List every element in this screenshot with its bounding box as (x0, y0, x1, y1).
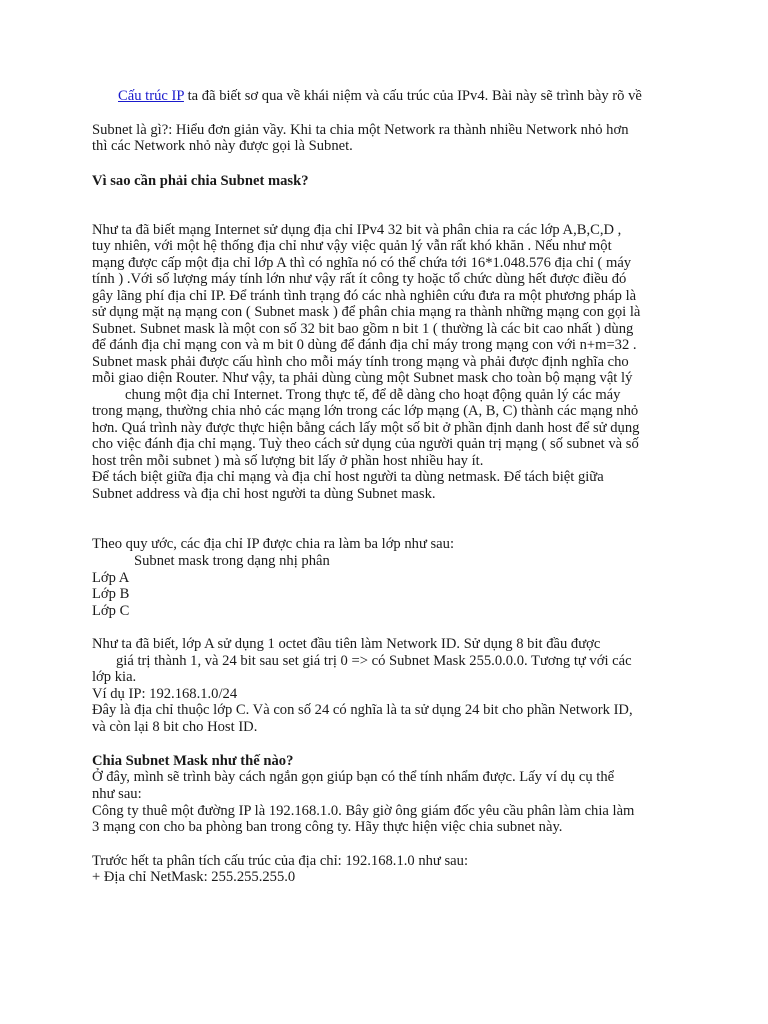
para-example-line: Như ta đã biết, lớp A sử dụng 1 octet đầu tiên làm Network ID. Sử dụng 8 bit đầu được (92, 636, 601, 652)
para-how-line: Ở đây, mình sẽ trình bày cách ngắn gọn giúp bạn có thể tính nhẩm được. Lấy ví dụ cụ thể (92, 769, 615, 785)
para-example-line: Đây là địa chỉ thuộc lớp C. Và con số 24 có nghĩa là ta sử dụng 24 bit cho phần Network ID, (92, 702, 633, 718)
para-classes-line: Subnet mask trong dạng nhị phân (134, 553, 330, 569)
para-how-line: 3 mạng con cho ba phòng ban trong công ty. Hãy thực hiện việc chia subnet này. (92, 819, 563, 835)
para-example-line: và còn lại 8 bit cho Host ID. (92, 719, 258, 735)
subnet-def-line: thì các Network nhỏ này được gọi là Subnet. (92, 138, 353, 154)
para-why-line: trong mạng, thường chia nhỏ các mạng lớn trong các lớp mạng (A, B, C) thành các mạng nhỏ (92, 403, 639, 419)
para-how-line: như sau: (92, 786, 142, 802)
para-why-line: mạng được cấp một địa chỉ lớp A thì có nghĩa nó có thể chứa tới 16*1.048.576 địa chỉ ( máy (92, 255, 632, 271)
para-how-line: Công ty thuê một đường IP là 192.168.1.0. Bây giờ ông giám đốc yêu cầu phân làm chia làm (92, 803, 635, 819)
para-why-line: gây lãng phí địa chỉ IP. Để tránh tình trạng đó các nhà nghiên cứu đưa ra một phương pháp là (92, 288, 637, 304)
para-why-line: Như ta đã biết mạng Internet sử dụng địa chỉ IPv4 32 bit và phân chia ra các lớp A,B,C,D , (92, 222, 622, 238)
para-example-line: giá trị thành 1, và 24 bit sau set giá trị 0 => có Subnet Mask 255.0.0.0. Tương tự với các (116, 653, 632, 669)
link-cau-truc-ip[interactable]: Cấu trúc IP (118, 88, 184, 104)
para-why-line: Để tách biệt giữa địa chỉ mạng và địa chỉ host người ta dùng netmask. Để tách biệt giữa (92, 469, 604, 485)
class-c-label: Lớp C (92, 603, 130, 619)
para-why-line: chung một địa chỉ Internet. Trong thực tế, để dễ dàng cho hoạt động quản lý các máy (125, 387, 621, 403)
para-why-line: tuy nhiên, với một hệ thống địa chỉ như vậy việc quản lý vẫn rất khó khăn . Nếu như một (92, 238, 612, 254)
intro-text: ta đã biết sơ qua về khái niệm và cấu trúc của IPv4. Bài này sẽ trình bày rõ về (183, 88, 642, 104)
para-why-line: để đánh địa chỉ mạng con và m bit 0 dùng để đánh địa chỉ máy trong mạng con với n+m=32 . (92, 337, 637, 353)
para-why-line: sử dụng mặt nạ mạng con ( Subnet mask ) để phân chia mạng ra thành những mạng con gọi là (92, 304, 641, 320)
para-why-line: mỗi giao diện Router. Như vậy, ta phải dùng cùng một Subnet mask cho toàn bộ mạng vật lý (92, 370, 633, 386)
para-why-line: Subnet mask phải được cấu hình cho mỗi máy tính trong mạng và phải được định nghĩa cho (92, 354, 629, 370)
para-why-line: host trên mỗi subnet ) mà số lượng bit lấy ở phần host nhiều hay ít. (92, 453, 484, 469)
para-classes-line: Theo quy ước, các địa chỉ IP được chia ra làm ba lớp như sau: (92, 536, 455, 552)
para-example-line: lớp kia. (92, 669, 137, 685)
subnet-def-line: Subnet là gì?: Hiểu đơn giản vầy. Khi ta chia một Network ra thành nhiều Network nhỏ hơn (92, 122, 629, 138)
para-why-line: Subnet. Subnet mask là một con số 32 bit bao gồm n bit 1 ( thường là các bit cao nhất ) dùng (92, 321, 634, 337)
intro-line (118, 88, 642, 105)
para-analysis-line: Trước hết ta phân tích cấu trúc của địa chỉ: 192.168.1.0 như sau: (92, 853, 468, 869)
para-why-line: hơn. Quá trình này được thực hiện bằng cách lấy một số bit ở phần định danh host để sử dụng (92, 420, 640, 436)
para-why-line: cho việc đánh địa chỉ mạng. Tuỳ theo cách sử dụng của người quản trị mạng ( số subnet và số (92, 436, 639, 452)
para-why-line: tính ) .Với số lượng máy tính lớn như vậy rất ít công ty hoặc tổ chức dùng hết được điều đó (92, 271, 627, 287)
para-why-line: Subnet address và địa chỉ host người ta dùng Subnet mask. (92, 486, 436, 502)
para-example-line: Ví dụ IP: 192.168.1.0/24 (92, 686, 238, 702)
heading-how-subnet: Chia Subnet Mask như thế nào? (92, 753, 294, 769)
class-a-label: Lớp A (92, 570, 130, 586)
para-analysis-line: + Địa chỉ NetMask: 255.255.255.0 (92, 869, 296, 885)
heading-why-subnet: Vì sao cần phải chia Subnet mask? (92, 173, 309, 189)
class-b-label: Lớp B (92, 586, 130, 602)
